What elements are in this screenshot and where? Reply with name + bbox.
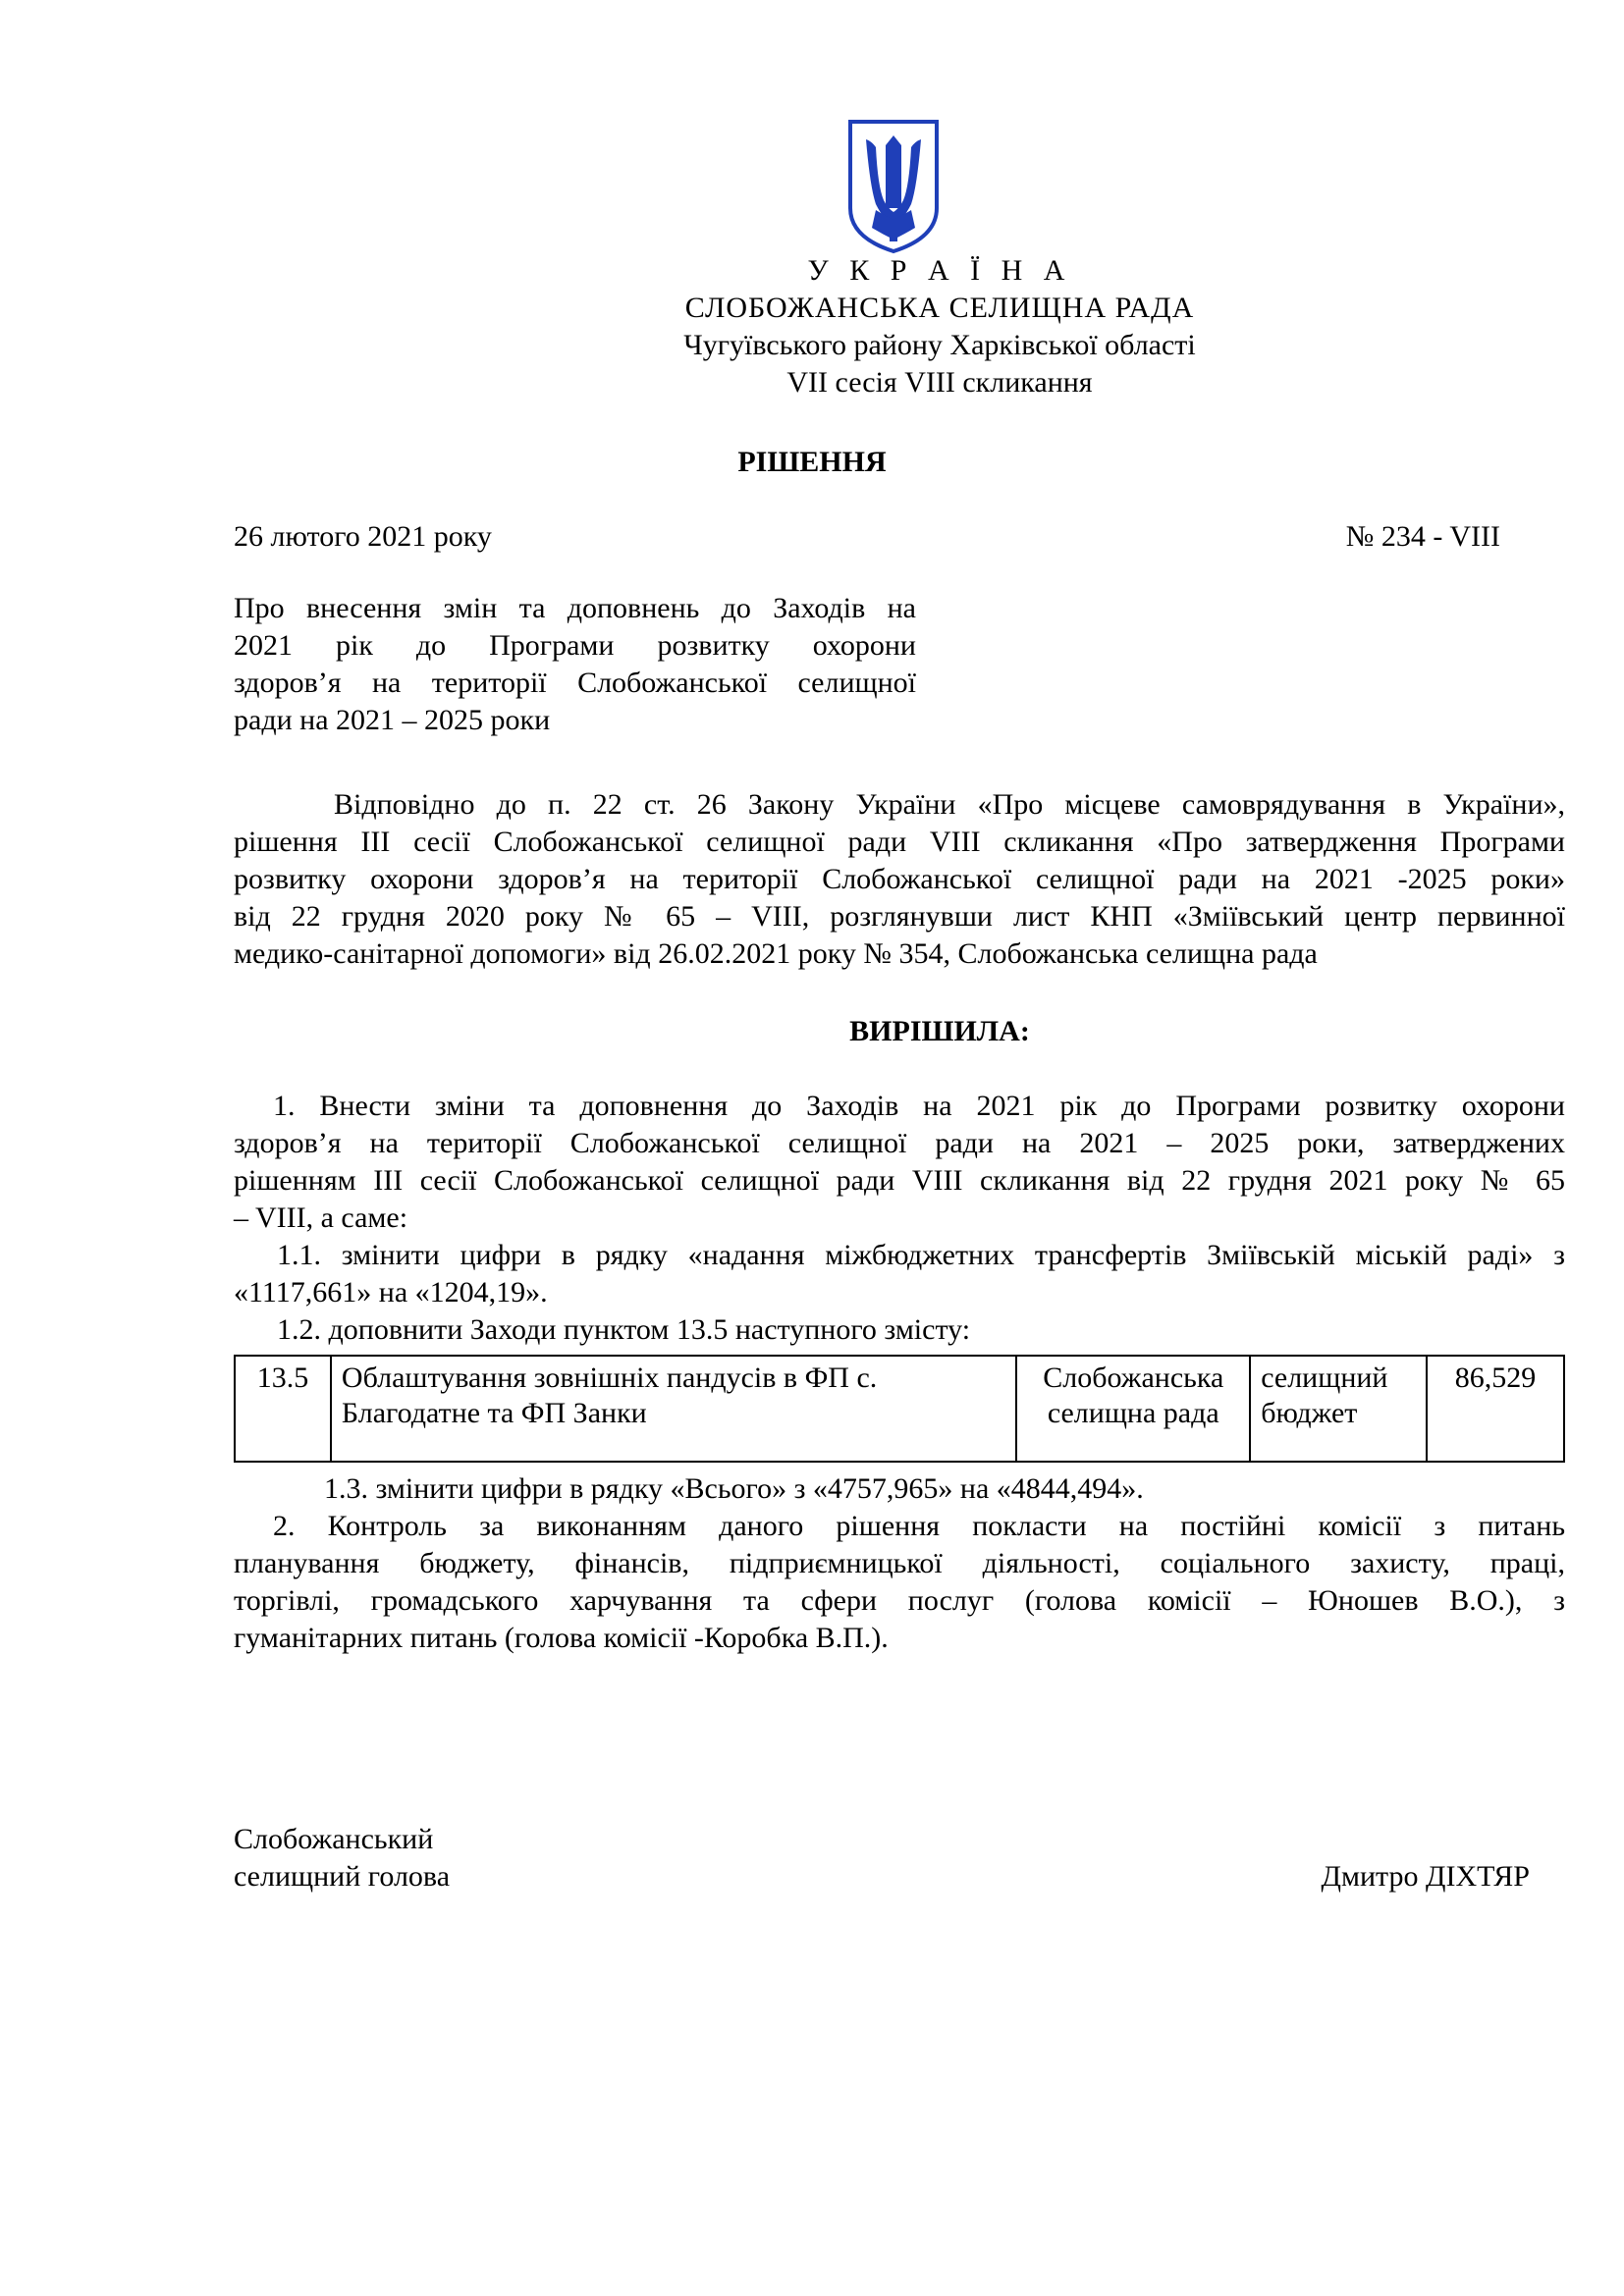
item-2-line: гуманітарних питань (голова комісії -Коробка В.П.). bbox=[234, 1622, 889, 1654]
preamble-line: від 22 грудня 2020 року № 65 – VIII, розглянувши лист КНП «Зміївський центр первинної bbox=[234, 900, 1565, 933]
item-1-line: рішенням ІІІ сесії Слобожанської селищної ради VIII скликання від 22 грудня 2021 року № 65 bbox=[234, 1164, 1565, 1197]
measures-table bbox=[234, 1355, 1565, 1463]
subject-line: Про внесення змін та доповнень до Заходів на bbox=[234, 592, 916, 624]
session-info: VII сесія VIII скликання bbox=[786, 366, 1093, 399]
council-name: СЛОБОЖАНСЬКА СЕЛИЩНА РАДА bbox=[684, 292, 1195, 324]
item-1-1-line: «1117,661» на «1204,19». bbox=[234, 1276, 548, 1308]
subject-line: здоров’я на території Слобожанської селищної bbox=[234, 667, 916, 699]
item-1-line: – VIII, а саме: bbox=[234, 1201, 408, 1234]
preamble-line: Відповідно до п. 22 ст. 26 Закону України «Про місцеве самоврядування в України», bbox=[334, 788, 1565, 821]
item-2-line: торгівлі, громадського харчування та сфери послуг (голова комісії – Юношев В.О.), з bbox=[234, 1584, 1565, 1617]
table-cell-measure: Облаштування зовнішніх пандусів в ФП с. Благодатне та ФП Занки bbox=[331, 1356, 1016, 1462]
preamble-line: рішення ІІІ сесії Слобожанської селищної ради VIII скликання «Про затвердження Програми bbox=[234, 826, 1565, 858]
document-title: РІШЕННЯ bbox=[737, 446, 887, 478]
item-1-3-line: 1.3. змінити цифри в рядку «Всього» з «4757,965» на «4844,494». bbox=[324, 1472, 1144, 1505]
subject-line: ради на 2021 – 2025 роки bbox=[234, 704, 551, 736]
item-2-line: 2. Контроль за виконанням даного рішення покласти на постійні комісії з питань bbox=[273, 1510, 1565, 1542]
decision-body bbox=[234, 1088, 1565, 1349]
decision-number: № 234 - VIII bbox=[1345, 520, 1500, 553]
table-cell-source: селищний бюджет bbox=[1250, 1356, 1427, 1462]
decision-body-continued bbox=[234, 1470, 1565, 1657]
table-cell-number: 13.5 bbox=[235, 1356, 331, 1462]
item-1-2-line: 1.2. доповнити Заходи пунктом 13.5 наступного змісту: bbox=[277, 1313, 971, 1346]
signatory-title-line: Слобожанський bbox=[234, 1823, 434, 1855]
preamble-line: розвитку охорони здоров’я на території Слобожанської селищної ради на 2021 -2025 роки» bbox=[234, 863, 1565, 895]
coat-of-arms-trident-icon bbox=[846, 118, 941, 255]
decision-date: 26 лютого 2021 року bbox=[234, 520, 492, 553]
table-row bbox=[235, 1356, 1564, 1462]
item-1-line: здоров’я на території Слобожанської селищної ради на 2021 – 2025 роки, затверджених bbox=[234, 1127, 1565, 1159]
decided-heading: ВИРІШИЛА: bbox=[849, 1015, 1030, 1047]
signatory-title bbox=[234, 1821, 450, 1896]
decision-subject bbox=[234, 590, 916, 739]
signatory-name: Дмитро ДІХТЯР bbox=[1321, 1860, 1530, 1893]
table-cell-amount: 86,529 bbox=[1427, 1356, 1564, 1462]
preamble-line: медико-санітарної допомоги» від 26.02.2021 року № 354, Слобожанська селищна рада bbox=[234, 937, 1318, 970]
country-name: У К Р А Ї Н А bbox=[807, 254, 1072, 287]
preamble bbox=[234, 786, 1565, 973]
district-name: Чугуївського району Харківської області bbox=[683, 329, 1196, 361]
document-header bbox=[0, 252, 1624, 401]
item-2-line: планування бюджету, фінансів, підприємницької діяльності, соціального захисту, праці, bbox=[234, 1547, 1565, 1579]
item-1-1-line: 1.1. змінити цифри в рядку «надання міжбюджетних трансфертів Зміївській міській раді» з bbox=[277, 1239, 1565, 1271]
table-cell-executor: Слобожанська селищна рада bbox=[1016, 1356, 1250, 1462]
signatory-title-line: селищний голова bbox=[234, 1860, 451, 1893]
subject-line: 2021 рік до Програми розвитку охорони bbox=[234, 629, 916, 662]
item-1-line: 1. Внести зміни та доповнення до Заходів на 2021 рік до Програми розвитку охорони bbox=[273, 1090, 1565, 1122]
